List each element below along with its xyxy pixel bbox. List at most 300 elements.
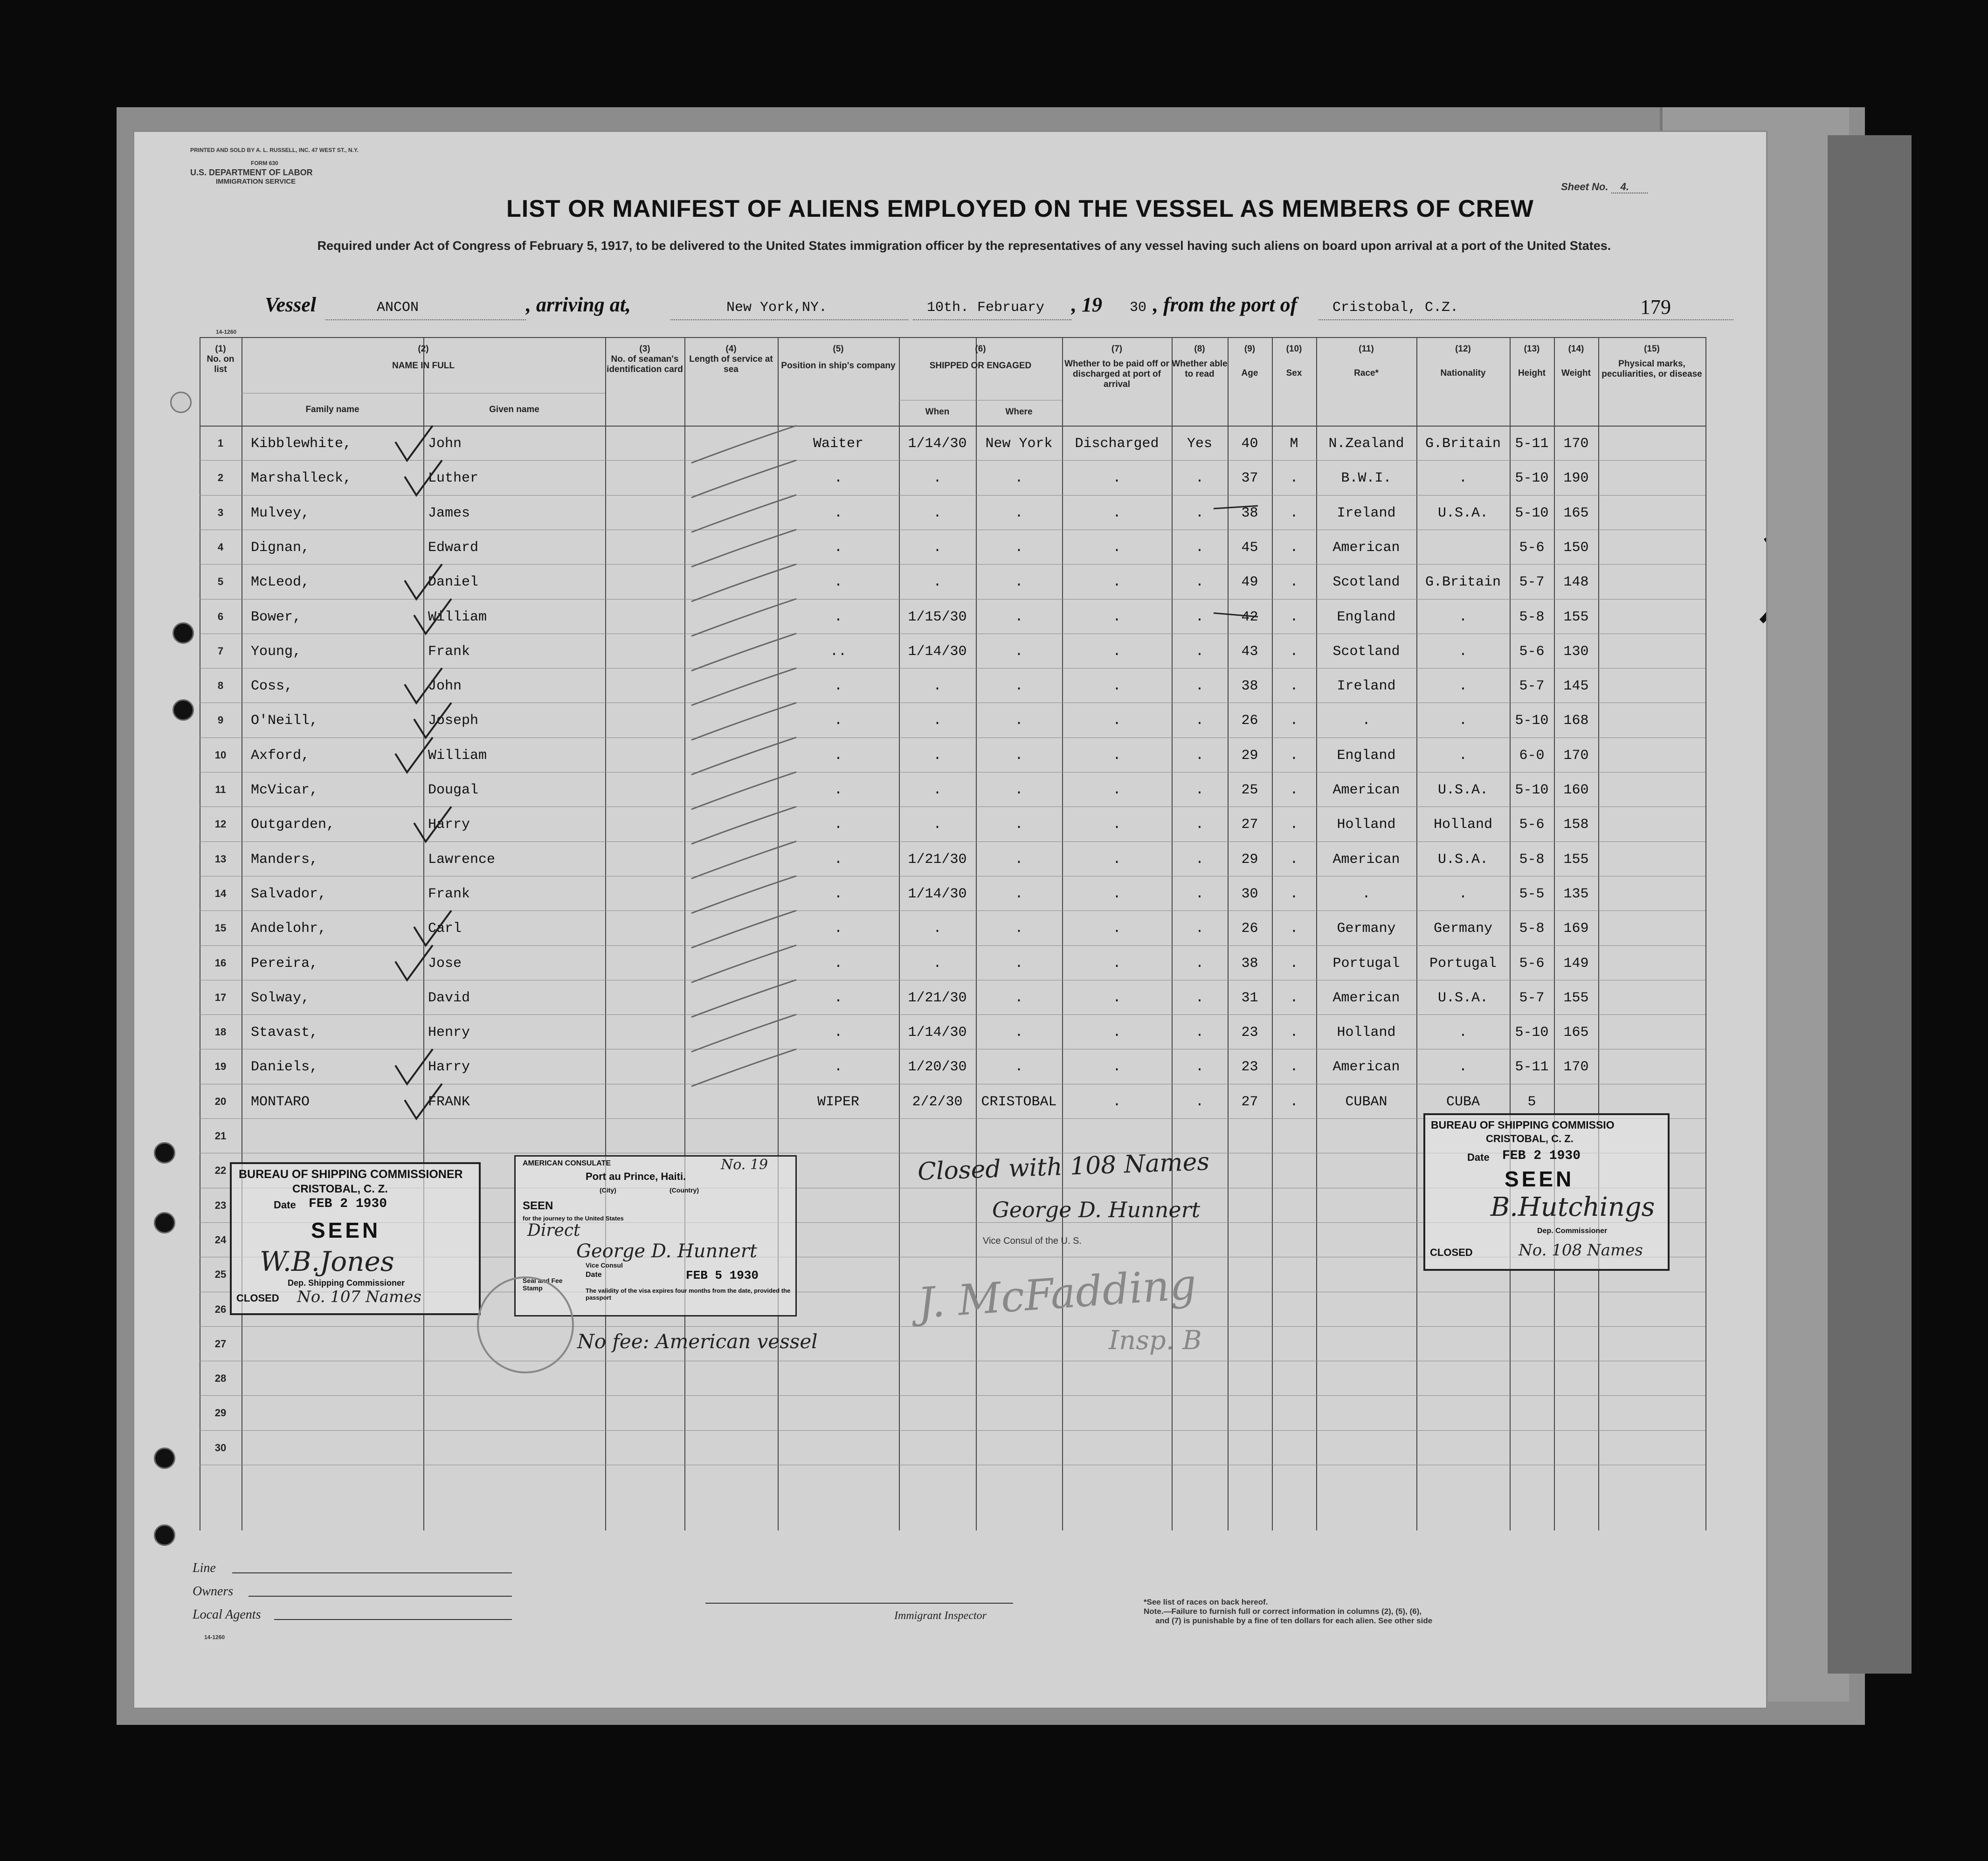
- cell-height: 5-8: [1519, 851, 1545, 868]
- cell-where: CRISTOBAL: [981, 1094, 1057, 1110]
- footer-note-1: *See list of races on back hereof.: [1144, 1598, 1268, 1606]
- sheet-number: Sheet No. 4.: [1561, 181, 1648, 193]
- cell-where: .: [1015, 817, 1023, 833]
- cell-where: .: [1015, 851, 1023, 868]
- page-number: 179: [1640, 296, 1671, 318]
- cell-read: Yes: [1187, 436, 1212, 452]
- cell-family: Stavast,: [251, 1025, 318, 1041]
- cell-given: David: [428, 990, 470, 1006]
- cell-where: .: [1015, 539, 1023, 556]
- cell-read: .: [1195, 643, 1204, 660]
- pencil-stroke: [691, 530, 796, 567]
- header-col9: (9) Age: [1241, 344, 1258, 378]
- cell-position: .: [834, 747, 842, 764]
- form-number: FORM 630: [251, 160, 278, 166]
- cell-family: Marshalleck,: [251, 470, 352, 487]
- cell-height: 5-8: [1519, 609, 1545, 625]
- cell-family: Daniels,: [251, 1059, 318, 1075]
- cell-when: 1/21/30: [908, 851, 967, 868]
- cell-height: 5-6: [1519, 817, 1545, 833]
- footer-agents-label: Local Agents: [193, 1607, 261, 1622]
- row-number: 5: [217, 576, 224, 588]
- cell-paid: .: [1112, 539, 1121, 556]
- row-number: 16: [214, 957, 227, 969]
- row-number: 2: [217, 472, 224, 484]
- cell-where: .: [1015, 747, 1023, 764]
- row-number: 19: [214, 1061, 227, 1073]
- cell-nationality: U.S.A.: [1437, 851, 1489, 868]
- cell-read: .: [1195, 886, 1204, 902]
- closed-note: Closed with 108 Names: [917, 1148, 1210, 1186]
- manifest-sheet: [133, 131, 1767, 1709]
- cell-where: .: [1015, 505, 1023, 521]
- cell-paid: .: [1112, 678, 1121, 695]
- cell-race: Scotland: [1332, 643, 1400, 660]
- binder-hole: [173, 699, 194, 721]
- cell-paid: .: [1112, 1094, 1121, 1110]
- cell-paid: .: [1112, 955, 1121, 972]
- cell-age: 43: [1241, 643, 1258, 660]
- cell-race: Ireland: [1337, 505, 1396, 521]
- cell-given: Dougal: [428, 782, 479, 798]
- check-mark: [395, 945, 433, 980]
- cell-where: .: [1015, 782, 1023, 798]
- cell-sex: .: [1290, 574, 1298, 591]
- check-mark: [405, 1084, 442, 1119]
- row-number: 14: [214, 887, 227, 899]
- page-subtitle: Required under Act of Congress of February 5, 1917, to be delivered to the United States immigration officer by the representatives of any vessel having such aliens on board upon arrival at a port of the United States.: [317, 239, 1611, 253]
- cell-family: Outgarden,: [251, 817, 335, 833]
- cell-age: 49: [1241, 574, 1258, 591]
- binder-hole: [170, 392, 192, 413]
- check-mark: [405, 460, 442, 495]
- cell-race: Ireland: [1337, 678, 1396, 695]
- cell-height: 5-8: [1519, 921, 1545, 937]
- cell-family: Coss,: [251, 678, 293, 695]
- row-number: 28: [214, 1372, 227, 1385]
- header-col8: (8) Whether able to read: [1172, 344, 1228, 379]
- footer-inspector-label: Immigrant Inspector: [894, 1610, 987, 1622]
- cell-sex: .: [1290, 643, 1298, 660]
- cell-nationality: Holland: [1433, 817, 1493, 833]
- binder-hole: [154, 1524, 175, 1546]
- cell-given: Edward: [428, 539, 479, 556]
- cell-height: 5-10: [1515, 470, 1549, 487]
- cell-nationality: .: [1458, 678, 1467, 695]
- binder-hole: [154, 1142, 175, 1164]
- cell-race: Scotland: [1332, 574, 1400, 591]
- cell-read: .: [1195, 609, 1204, 625]
- check-mark: [414, 806, 451, 841]
- cell-where: .: [1015, 713, 1023, 729]
- header-col15: (15) Physical marks, peculiarities, or disease: [1601, 344, 1702, 379]
- cell-sex: .: [1290, 990, 1298, 1006]
- cell-race: American: [1332, 1059, 1400, 1075]
- cell-height: 5-7: [1519, 574, 1545, 591]
- header-col4: (4) Length of service at sea: [689, 344, 773, 374]
- cell-family: Manders,: [251, 851, 318, 868]
- cell-where: .: [1015, 1025, 1023, 1041]
- cell-race: Holland: [1337, 1025, 1396, 1041]
- header-family-name: Family name: [305, 405, 359, 414]
- cell-sex: .: [1290, 470, 1298, 487]
- header-col1: (1) No. on list: [207, 344, 235, 374]
- check-mark: [405, 668, 442, 703]
- cell-position: .: [834, 574, 842, 591]
- cell-when: 1/20/30: [908, 1059, 967, 1075]
- cell-height: 5-10: [1515, 505, 1549, 521]
- cell-when: .: [933, 921, 942, 937]
- header-col5: (5) Position in ship's company: [781, 344, 896, 371]
- cell-sex: .: [1290, 921, 1298, 937]
- cell-when: .: [933, 470, 942, 487]
- cell-sex: .: [1290, 1059, 1298, 1075]
- cell-weight: 165: [1563, 505, 1589, 521]
- pencil-stroke: [691, 1014, 796, 1052]
- cell-race: England: [1337, 609, 1396, 625]
- cell-weight: 149: [1563, 955, 1589, 972]
- check-mark: [395, 738, 433, 772]
- cell-race: American: [1332, 851, 1400, 868]
- inspector-rule: [705, 1603, 1013, 1604]
- cell-read: .: [1195, 1025, 1204, 1041]
- row-number: 26: [214, 1303, 227, 1315]
- year-value: 30: [1130, 300, 1147, 316]
- cell-when: 1/21/30: [908, 990, 967, 1006]
- cell-family: Solway,: [251, 990, 310, 1006]
- cell-sex: .: [1290, 782, 1298, 798]
- row-number: 22: [214, 1165, 227, 1177]
- arrival-date: 10th. February: [927, 300, 1045, 316]
- cell-where: .: [1015, 1059, 1023, 1075]
- header-col13: (13) Height: [1518, 344, 1546, 378]
- stamp-shipping-commissioner-left: BUREAU OF SHIPPING COMMISSIONER CRISTOBAL, C. Z. Date FEB 2 1930 SEEN W.B.Jones Dep. Shipping Commissioner CLOSED No. 107 Names: [230, 1162, 481, 1315]
- cell-race: England: [1337, 747, 1396, 764]
- cell-paid: .: [1112, 747, 1121, 764]
- footer-note-3: and (7) is punishable by a fine of ten dollars for each alien. See other side: [1155, 1616, 1433, 1625]
- cell-family: Dignan,: [251, 539, 310, 556]
- cell-read: .: [1195, 505, 1204, 521]
- cell-family: Axford,: [251, 747, 310, 764]
- cell-position: .: [834, 886, 842, 902]
- header-col7: (7) Whether to be paid off or discharged at port of arrival: [1064, 344, 1169, 389]
- cell-nationality: .: [1458, 1059, 1467, 1075]
- cell-read: .: [1195, 921, 1204, 937]
- header-where: Where: [1005, 407, 1033, 417]
- cell-paid: .: [1112, 713, 1121, 729]
- cell-given: Carl: [428, 921, 462, 937]
- cell-family: Young,: [251, 643, 302, 660]
- arriving-label: , arriving at,: [526, 293, 631, 316]
- cell-race: B.W.I.: [1341, 470, 1392, 487]
- form-code: 14-1260: [216, 329, 237, 335]
- cell-sex: .: [1290, 851, 1298, 868]
- cell-paid: .: [1112, 851, 1121, 868]
- row-number: 17: [214, 991, 227, 1003]
- check-mark: [405, 564, 442, 599]
- footer-owners-rule: [248, 1596, 512, 1597]
- cell-age: 29: [1241, 851, 1258, 868]
- cell-sex: .: [1290, 678, 1298, 695]
- row-number: 1: [217, 437, 224, 449]
- cell-where: .: [1015, 990, 1023, 1006]
- cell-weight: 130: [1563, 643, 1589, 660]
- cell-height: 5-6: [1519, 955, 1545, 972]
- cell-race: American: [1332, 782, 1400, 798]
- cell-weight: 155: [1563, 990, 1589, 1006]
- cell-race: Germany: [1337, 921, 1396, 937]
- cell-family: Bower,: [251, 609, 302, 625]
- cell-weight: 155: [1563, 609, 1589, 625]
- cell-age: 31: [1241, 990, 1258, 1006]
- cell-position: .: [834, 713, 842, 729]
- pencil-stroke: [691, 426, 796, 463]
- cell-given: James: [428, 505, 470, 521]
- cell-nationality: .: [1458, 643, 1467, 660]
- cell-age: 42: [1241, 609, 1258, 625]
- cell-read: .: [1195, 574, 1204, 591]
- row-number: 13: [214, 853, 227, 865]
- cell-race: American: [1332, 990, 1400, 1006]
- cell-read: .: [1195, 782, 1204, 798]
- cell-paid: .: [1112, 921, 1121, 937]
- cell-when: .: [933, 747, 942, 764]
- cell-given: Harry: [428, 1059, 470, 1075]
- cell-position: ..: [829, 643, 847, 660]
- row-number: 21: [214, 1130, 227, 1142]
- cell-weight: 150: [1563, 539, 1589, 556]
- pencil-stroke: [691, 703, 796, 740]
- cell-age: 45: [1241, 539, 1258, 556]
- pencil-stroke: [691, 634, 796, 671]
- cell-age: 30: [1241, 886, 1258, 902]
- cell-nationality: .: [1458, 886, 1467, 902]
- row-number: 7: [217, 645, 224, 657]
- cell-family: Salvador,: [251, 886, 327, 902]
- cell-age: 25: [1241, 782, 1258, 798]
- cell-sex: .: [1290, 955, 1298, 972]
- cell-height: 5-5: [1519, 886, 1545, 902]
- cell-given: Jose: [428, 955, 462, 972]
- cell-given: John: [428, 678, 462, 695]
- pencil-stroke: [691, 980, 796, 1017]
- cell-nationality: G.Britain: [1425, 574, 1501, 591]
- check-mark: [414, 599, 451, 634]
- cell-where: .: [1015, 921, 1023, 937]
- check-mark: [395, 1049, 433, 1084]
- cell-given: Lawrence: [428, 851, 496, 868]
- footer-line-label: Line: [193, 1561, 216, 1575]
- cell-family: McVicar,: [251, 782, 318, 798]
- cell-nationality: Germany: [1433, 921, 1493, 937]
- cell-given: William: [428, 747, 487, 764]
- consul-signature: George D. Hunnert: [992, 1197, 1201, 1222]
- cell-height: 5-6: [1519, 643, 1545, 660]
- cell-position: Waiter: [813, 436, 864, 452]
- cell-paid: .: [1112, 470, 1121, 487]
- footer-agents-rule: [274, 1619, 512, 1620]
- cell-nationality: U.S.A.: [1437, 782, 1489, 798]
- row-number: 3: [217, 506, 224, 518]
- cell-read: .: [1195, 713, 1204, 729]
- cell-position: .: [834, 921, 842, 937]
- cell-family: Pereira,: [251, 955, 318, 972]
- printer-line: PRINTED AND SOLD BY A. L. RUSSELL, INC. 47 WEST ST., N.Y.: [190, 147, 359, 153]
- header-given-name: Given name: [489, 405, 539, 414]
- cell-position: .: [834, 1025, 842, 1041]
- cell-nationality: .: [1458, 609, 1467, 625]
- cell-position: .: [834, 505, 842, 521]
- cell-given: William: [428, 609, 487, 625]
- cell-read: .: [1195, 470, 1204, 487]
- arrival-port: New York,NY.: [726, 300, 828, 316]
- cell-given: Daniel: [428, 574, 479, 591]
- cell-given: Luther: [428, 470, 479, 487]
- pencil-stroke: [691, 772, 796, 809]
- cell-race: .: [1362, 713, 1371, 729]
- cell-race: Portugal: [1332, 955, 1400, 972]
- cell-read: .: [1195, 747, 1204, 764]
- cell-race: CUBAN: [1345, 1094, 1387, 1110]
- cell-age: 38: [1241, 505, 1258, 521]
- department-name: U.S. DEPARTMENT OF LABOR: [190, 168, 313, 177]
- footer-note-2: Note.—Failure to furnish full or correct information in columns (2), (5), (6),: [1144, 1607, 1422, 1616]
- header-col12: (12) Nationality: [1440, 344, 1486, 378]
- pencil-stroke: [691, 945, 796, 983]
- row-number: 9: [217, 714, 224, 726]
- row-number: 6: [217, 610, 224, 622]
- header-col10: (10) Sex: [1286, 344, 1302, 378]
- cell-nationality: U.S.A.: [1437, 505, 1489, 521]
- check-mark: [414, 703, 451, 738]
- cell-age: 38: [1241, 955, 1258, 972]
- cell-where: .: [1015, 574, 1023, 591]
- cell-when: 1/14/30: [908, 643, 967, 660]
- cell-weight: 169: [1563, 921, 1589, 937]
- cell-when: 1/15/30: [908, 609, 967, 625]
- cell-nationality: CUBA: [1446, 1094, 1480, 1110]
- cell-height: 5-6: [1519, 539, 1545, 556]
- cell-age: 40: [1241, 436, 1258, 452]
- header-col11: (11) Race*: [1354, 344, 1379, 378]
- cell-family: MONTARO: [251, 1094, 310, 1110]
- row-number: 27: [214, 1337, 227, 1350]
- cell-when: .: [933, 574, 942, 591]
- cell-given: Harry: [428, 817, 470, 833]
- vessel-label: Vessel: [265, 293, 316, 316]
- cell-sex: .: [1290, 886, 1298, 902]
- footer-form-code: 14-1260: [204, 1634, 225, 1640]
- cell-sex: M: [1290, 436, 1298, 452]
- pencil-stroke: [691, 738, 796, 775]
- from-port-label: , from the port of: [1153, 293, 1298, 316]
- cell-nationality: .: [1458, 1025, 1467, 1041]
- no-fee-note: No fee: American vessel: [577, 1330, 818, 1353]
- consular-seal: [477, 1276, 574, 1373]
- cell-where: .: [1015, 886, 1023, 902]
- cell-weight: 170: [1563, 747, 1589, 764]
- cell-nationality: G.Britain: [1425, 436, 1501, 452]
- cell-paid: Discharged: [1075, 436, 1159, 452]
- cell-age: 23: [1241, 1025, 1258, 1041]
- cell-weight: 170: [1563, 1059, 1589, 1075]
- header-col3: (3) No. of seaman's identification card: [607, 344, 683, 374]
- cell-paid: .: [1112, 782, 1121, 798]
- cell-height: 5-10: [1515, 713, 1549, 729]
- cell-family: McLeod,: [251, 574, 310, 591]
- cell-age: 27: [1241, 1094, 1258, 1110]
- pencil-stroke: [691, 668, 796, 705]
- cell-weight: 135: [1563, 886, 1589, 902]
- pencil-stroke: [691, 841, 796, 879]
- cell-position: .: [834, 470, 842, 487]
- cell-family: Mulvey,: [251, 505, 310, 521]
- pencil-stroke: [691, 910, 796, 948]
- cell-age: 27: [1241, 817, 1258, 833]
- cell-when: .: [933, 713, 942, 729]
- cell-sex: .: [1290, 539, 1298, 556]
- cell-height: 6-0: [1519, 747, 1545, 764]
- cell-sex: .: [1290, 747, 1298, 764]
- cell-position: .: [834, 782, 842, 798]
- row-number: 24: [214, 1234, 227, 1246]
- cell-paid: .: [1112, 990, 1121, 1006]
- header-col6: (6) SHIPPED OR ENGAGED: [929, 344, 1032, 371]
- cell-age: 26: [1241, 713, 1258, 729]
- row-number: 18: [214, 1026, 227, 1038]
- cell-paid: .: [1112, 1059, 1121, 1075]
- cell-sex: .: [1290, 609, 1298, 625]
- cell-race: Holland: [1337, 817, 1396, 833]
- pencil-marks: [134, 132, 1766, 1708]
- cell-where: .: [1015, 678, 1023, 695]
- cell-where: .: [1015, 609, 1023, 625]
- row-number: 12: [214, 818, 227, 830]
- cell-weight: 160: [1563, 782, 1589, 798]
- footer-owners-label: Owners: [193, 1584, 234, 1599]
- cell-height: 5-11: [1515, 1059, 1549, 1075]
- check-mark: [414, 910, 451, 945]
- cell-nationality: .: [1458, 747, 1467, 764]
- year-label: , 19: [1071, 293, 1102, 316]
- cell-position: .: [834, 817, 842, 833]
- binder-hole: [173, 622, 194, 644]
- cell-paid: .: [1112, 574, 1121, 591]
- vessel-name: ANCON: [377, 300, 419, 316]
- cell-position: .: [834, 990, 842, 1006]
- cell-race: .: [1362, 886, 1371, 902]
- cell-family: O'Neill,: [251, 713, 318, 729]
- cell-age: 37: [1241, 470, 1258, 487]
- cell-read: .: [1195, 1094, 1204, 1110]
- cell-family: Andelohr,: [251, 921, 327, 937]
- cell-sex: .: [1290, 713, 1298, 729]
- footer-line-rule: [232, 1572, 512, 1573]
- cell-where: .: [1015, 955, 1023, 972]
- cell-paid: .: [1112, 643, 1121, 660]
- cell-height: 5-11: [1515, 436, 1549, 452]
- cell-weight: 155: [1563, 851, 1589, 868]
- cell-sex: .: [1290, 1025, 1298, 1041]
- cell-weight: 168: [1563, 713, 1589, 729]
- cell-weight: 145: [1563, 678, 1589, 695]
- header-col14: (14) Weight: [1561, 344, 1591, 378]
- cell-given: John: [428, 436, 462, 452]
- stamp-shipping-commissioner-right: BUREAU OF SHIPPING COMMISSIO CRISTOBAL, C. Z. Date FEB 2 1930 SEEN B.Hutchings Dep. Commissioner CLOSED No. 108 Names: [1423, 1113, 1670, 1271]
- cell-position: .: [834, 1059, 842, 1075]
- cell-sex: .: [1290, 817, 1298, 833]
- cell-when: .: [933, 678, 942, 695]
